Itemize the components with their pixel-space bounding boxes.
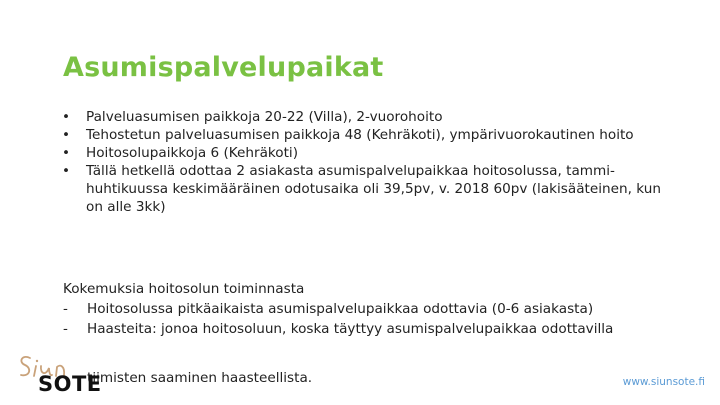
siunsote-logo [12,350,122,396]
dash-marker: - [63,301,68,317]
bullet-text: Tällä hetkellä odottaa 2 asiakasta asumispalvelupaikkaa hoitosolussa, tammi-huhtikuussa keskimääräinen odotusaika oli 39,5pv, v. 2018 60pv (lakisääteinen, kun on alle 3kk) [86,163,661,215]
experience-section [63,279,703,339]
bullet-item [62,126,682,144]
bullet-list [62,108,682,216]
logo-sote-text: SOTE [38,372,102,396]
bullet-marker: • [62,145,71,161]
slide-title: Asumispalvelupaikat [63,52,384,83]
website-link[interactable]: www.siunsote.fi [622,376,705,388]
bullet-item [62,144,682,162]
dash-item [63,319,703,339]
bullet-text: Hoitosolupaikkoja 6 (Kehräkoti) [86,145,299,161]
dash-item-text: Hoitosolussa pitkäaikaista asumispalvelupaikkaa odottavia (0-6 asiakasta) [87,301,594,317]
bullet-marker: • [62,127,71,143]
section-heading: Kokemuksia hoitosolun toiminnasta [63,281,305,297]
bullet-marker: • [62,163,71,179]
dash-marker: - [63,321,68,337]
continuation-text: tiimisten saaminen haasteellista. [87,370,313,386]
bullet-item [62,108,682,126]
dash-item-text: Haasteita: jonoa hoitosoluun, koska täyttyy asumispalvelupaikkaa odottavilla [87,321,614,337]
bullet-item [62,162,682,216]
bullet-text: Tehostetun palveluasumisen paikkoja 48 (Kehräkoti), ympärivuorokautinen hoito [86,127,634,143]
dash-item [63,299,703,319]
bullet-marker: • [62,109,71,125]
bullet-text: Palveluasumisen paikkoja 20-22 (Villa), 2-vuorohoito [86,109,443,125]
